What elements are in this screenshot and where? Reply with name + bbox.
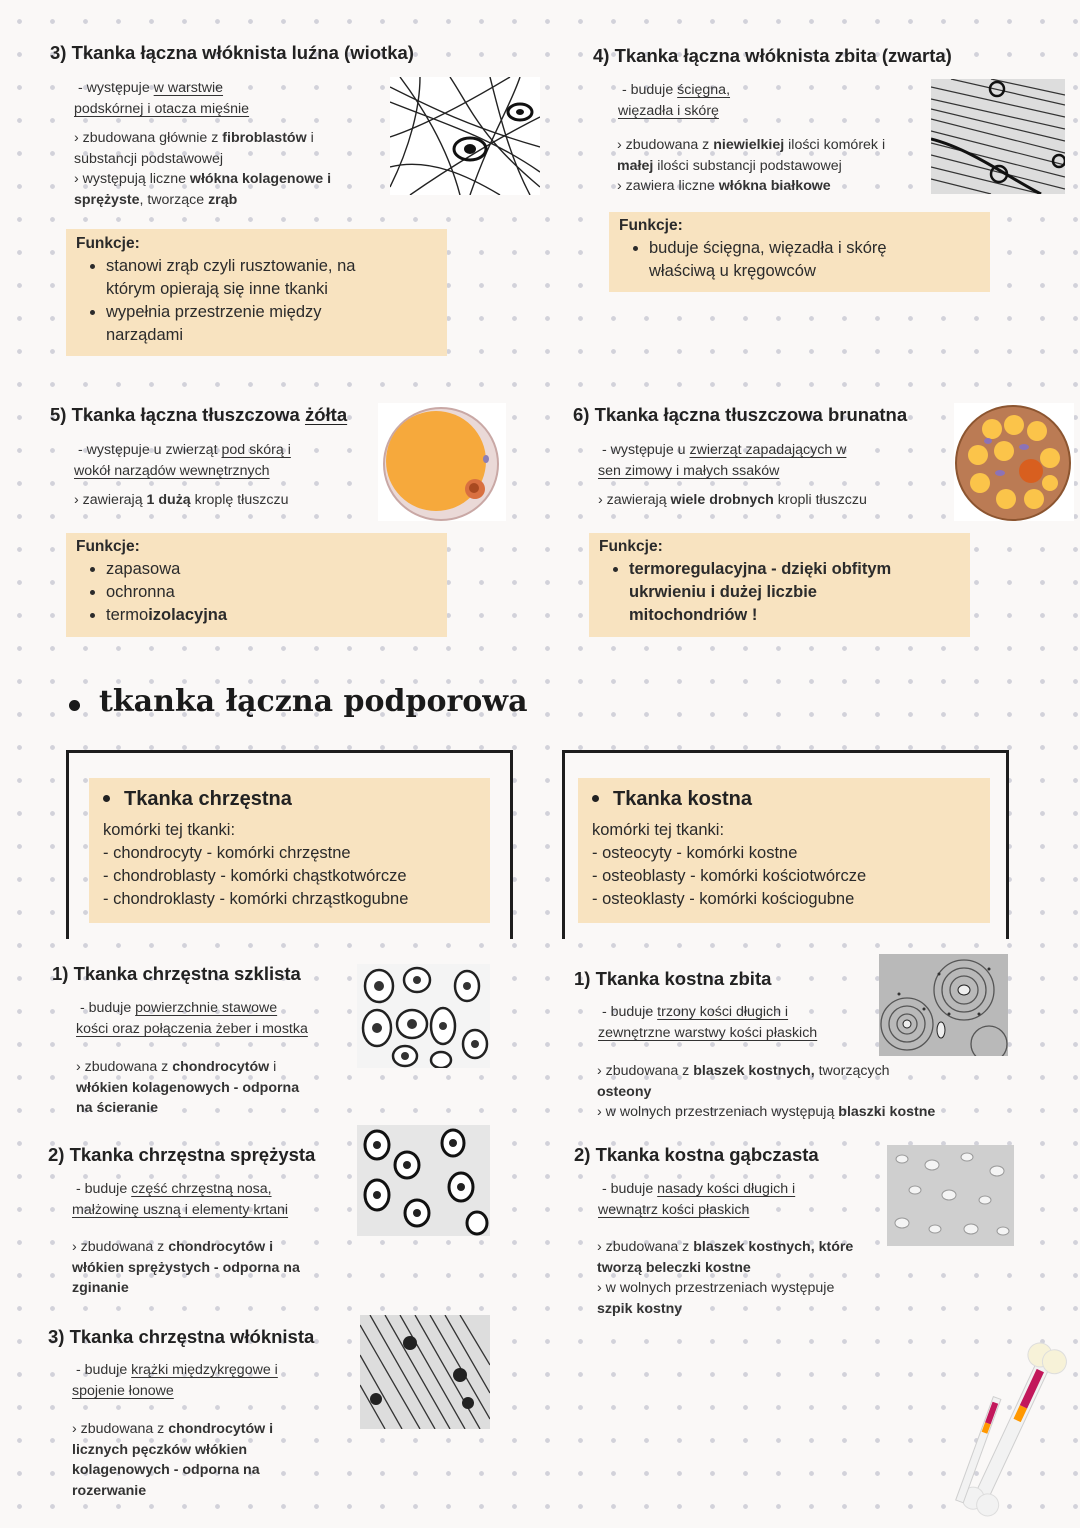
bone-decoration [950, 1325, 1080, 1528]
function-item: • zapasowa [106, 558, 437, 581]
hyaline-cartilage-occurrence: - buduje powierzchnie stawowe kości oraz połączenia żeber i mostka [76, 1000, 308, 1037]
fibrous-cartilage-title: 3) Tkanka chrzęstna włóknista [48, 1326, 315, 1347]
spongy-bone-illustration [887, 1145, 1014, 1246]
heading-bullet [69, 700, 80, 711]
loose-connective-functions: Funkcje: • stanowi zrąb czyli rusztowanie, na którym opierają się inne tkanki • wypełnia przestrzenie między narządami [66, 229, 447, 356]
dense-tissue-illustration [931, 79, 1065, 194]
fibrous-cartilage-structure: › zbudowana z chondrocytów i licznych pęczków włókien kolagenowych - odporna na rozerwanie [72, 1421, 274, 1499]
hyaline-cartilage-illustration [357, 964, 490, 1068]
brown-fat-occurrence: - występuje u zwierząt zapadających w sen zimowy i małych ssaków [598, 442, 847, 479]
cartilage-summary-box: Tkanka chrzęstna komórki tej tkanki: - chondrocyty - komórki chrzęstne - chondroblasty - komórki chąstkotwórcze - chondroklasty - komórki chrząstkogubne [89, 778, 490, 923]
elastic-cartilage-illustration [357, 1125, 490, 1236]
function-item: • buduje ścięgna, więzadła i skórę właściwą u kręgowców [649, 237, 980, 283]
compact-bone-illustration [879, 954, 1008, 1056]
compact-bone-structure: › zbudowana z blaszek kostnych, tworzących osteony › w wolnych przestrzeniach występują blaszki kostne [597, 1063, 936, 1120]
function-item: • wypełnia przestrzenie między narządami [106, 301, 437, 347]
brown-fat-cell-illustration [954, 403, 1074, 521]
brown-fat-functions: Funkcje: • termoregulacyjna - dzięki obfitym ukrwieniu i dużej liczbie mitochondriów ! [589, 533, 970, 637]
brown-fat-title: 6) Tkanka łączna tłuszczowa brunatna [573, 404, 908, 425]
yellow-fat-cell-illustration [378, 403, 506, 521]
elastic-cartilage-occurrence: - buduje część chrzęstną nosa, małżowinę uszną i elementy krtani [72, 1181, 289, 1218]
hyaline-cartilage-structure: › zbudowana z chondrocytów i włókien kolagenowych - odporna na ścieranie [76, 1059, 300, 1116]
spongy-bone-structure: › zbudowana z blaszek kostnych, które tworzą beleczki kostne › w wolnych przestrzeniach występuje szpik kostny [597, 1239, 854, 1317]
bone-summary-box: Tkanka kostna komórki tej tkanki: - osteocyty - komórki kostne - osteoblasty - komórki kościotwórcze - osteoklasty - komórki kościogubne [578, 778, 990, 923]
function-item: • termoizolacyjna [106, 604, 437, 627]
yellow-fat-functions: Funkcje: • zapasowa • ochronna • termoizolacyjna [66, 533, 447, 637]
supporting-tissue-heading: tkanka łączna podporowa [99, 684, 528, 719]
yellow-fat-structure: › zawierają 1 dużą kroplę tłuszczu [74, 492, 289, 508]
spongy-bone-title: 2) Tkanka kostna gąbczasta [574, 1144, 819, 1165]
loose-connective-title: 3) Tkanka łączna włóknista luźna (wiotka) [50, 42, 414, 63]
dense-connective-functions: Funkcje: • buduje ścięgna, więzadła i skórę właściwą u kręgowców [609, 212, 990, 292]
brown-fat-structure: › zawierają wiele drobnych kropli tłuszczu [598, 492, 867, 508]
function-item: • ochronna [106, 581, 437, 604]
compact-bone-occurrence: - buduje trzony kości długich i zewnętrzne warstwy kości płaskich [598, 1004, 818, 1041]
hyaline-cartilage-title: 1) Tkanka chrzęstna szklista [52, 963, 301, 984]
elastic-cartilage-structure: › zbudowana z chondrocytów i włókien sprężystych - odporna na zginanie [72, 1239, 300, 1296]
fibrous-cartilage-occurrence: - buduje krążki międzykręgowe i spojenie łonowe [72, 1362, 278, 1399]
loose-connective-occurrence: - występuje w warstwie podskórnej i otacza mięśnie [74, 80, 250, 117]
dense-connective-occurrence: - buduje ścięgna, więzadła i skórę [618, 82, 731, 119]
yellow-fat-occurrence: - występuje u zwierząt pod skórą i wokół narządów wewnętrznych [74, 442, 291, 479]
spongy-bone-occurrence: - buduje nasady kości długich i wewnątrz kości płaskich [598, 1181, 796, 1218]
function-item: • termoregulacyjna - dzięki obfitym ukrwieniu i dużej liczbie mitochondriów ! [629, 558, 960, 627]
compact-bone-title: 1) Tkanka kostna zbita [574, 968, 772, 989]
dense-connective-structure: › zbudowana z niewielkiej ilości komórek i małej ilości substancji podstawowej › zawiera liczne włókna białkowe [617, 137, 886, 194]
dense-connective-title: 4) Tkanka łączna włóknista zbita (zwarta) [593, 45, 952, 66]
fibrous-cartilage-illustration [360, 1315, 490, 1429]
loose-connective-structure: › zbudowana głównie z fibroblastów i substancji podstawowej › występują liczne włókna kolagenowe i sprężyste, tworzące zrąb [74, 130, 332, 208]
elastic-cartilage-title: 2) Tkanka chrzęstna sprężysta [48, 1144, 316, 1165]
loose-tissue-illustration [390, 77, 540, 195]
yellow-fat-title: 5) Tkanka łączna tłuszczowa żółta [50, 404, 348, 425]
function-item: • stanowi zrąb czyli rusztowanie, na którym opierają się inne tkanki [106, 255, 437, 301]
